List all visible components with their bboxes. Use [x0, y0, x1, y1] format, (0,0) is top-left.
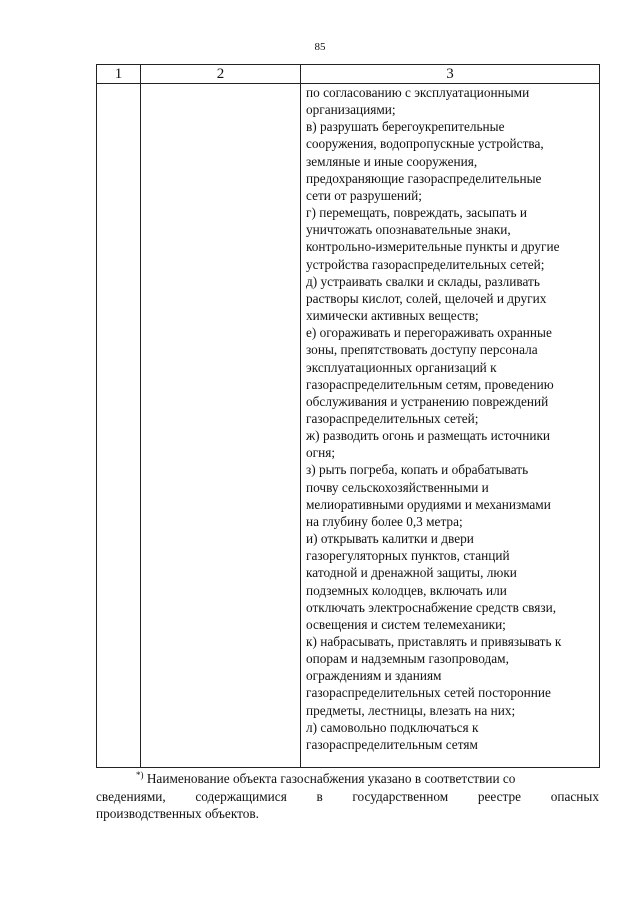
text-line: предохраняющие газораспределительные: [306, 170, 542, 186]
text-line: газорегуляторных пунктов, станций: [306, 548, 510, 564]
table-header-row: [97, 65, 600, 84]
text-line: в) разрушать берегоукрепительные: [306, 119, 505, 135]
text-line: з) рыть погреба, копать и обрабатывать: [306, 462, 529, 478]
footnote-text-1: Наименование объекта газоснабжения указано в соответствии со: [146, 771, 516, 786]
text-line: л) самовольно подключаться к: [306, 719, 479, 735]
footnote: [96, 770, 599, 823]
text-line: сети от разрушений;: [306, 187, 422, 203]
text-line: обслуживания и устранению повреждений: [306, 393, 549, 409]
text-line: на глубину более 0,3 метра;: [306, 513, 463, 529]
text-line: газораспределительных сетей посторонние: [306, 685, 551, 701]
footnote-word: опасных: [550, 788, 599, 804]
text-line: по согласованию с эксплуатационными: [306, 85, 530, 100]
text-line: г) перемещать, повреждать, засыпать и: [306, 205, 528, 221]
requirements-table: [96, 64, 600, 768]
text-line: освещения и систем телемеханики;: [306, 616, 506, 632]
text-line: газораспределительных сетей;: [306, 410, 479, 426]
footnote-word: в: [316, 788, 323, 804]
text-line: земляные и иные сооружения,: [306, 153, 478, 169]
footnote-line-2: [96, 788, 599, 806]
text-line: устройства газораспределительных сетей;: [306, 256, 545, 272]
text-line: химически активных веществ;: [306, 308, 479, 324]
text-line: ограждениям и зданиям: [306, 668, 442, 684]
footnote-word: реестре: [477, 788, 522, 804]
text-line: газораспределительным сетям: [306, 736, 478, 752]
text-line: зоны, препятствовать доступу персонала: [306, 342, 538, 358]
text-line: почву сельскохозяйственными и: [306, 479, 489, 495]
text-line: сооружения, водопропускные устройства,: [306, 136, 544, 152]
footnote-line-1: [96, 770, 599, 788]
text-line: д) устраивать свалки и склады, разливать: [306, 273, 540, 289]
text-line: уничтожать опознавательные знаки,: [306, 222, 511, 238]
table-cell-col1: [97, 84, 141, 768]
text-line: отключать электроснабжение средств связи,: [306, 599, 557, 615]
table-cell-col2: [141, 84, 301, 768]
page-number: 85: [314, 41, 326, 53]
text-line: катодной и дренажной защиты, люки: [306, 565, 517, 581]
footnote-word: сведениями,: [96, 788, 166, 804]
footnote-word: государственном: [352, 788, 449, 804]
text-line: и) открывать калитки и двери: [306, 531, 474, 547]
text-line: газораспределительным сетям, проведению: [306, 376, 554, 392]
table-cell-col3: [301, 84, 600, 768]
text-line: опорам и надземным газопроводам,: [306, 651, 509, 667]
text-line: е) огораживать и перегораживать охранные: [306, 325, 552, 341]
text-line: контрольно-измерительные пункты и другие: [306, 239, 560, 255]
column-header-3: 3: [301, 65, 600, 84]
column-header-2: 2: [141, 65, 301, 84]
footnote-marker: *): [136, 770, 144, 780]
text-line: растворы кислот, солей, щелочей и других: [306, 290, 547, 306]
footnote-word: содержащимися: [195, 788, 287, 804]
column-header-1: 1: [97, 65, 141, 84]
text-line: мелиоративными орудиями и механизмами: [306, 496, 551, 512]
text-line: огня;: [306, 445, 336, 461]
table-row: [97, 84, 600, 768]
text-line: к) набрасывать, приставлять и привязывать к: [306, 634, 562, 649]
text-line: предметы, лестницы, влезать на них;: [306, 702, 516, 718]
text-line: подземных колодцев, включать или: [306, 582, 507, 598]
text-line: эксплуатационных организаций к: [306, 359, 497, 375]
footnote-line-3: производственных объектов.: [96, 806, 259, 822]
text-line: организациями;: [306, 102, 396, 118]
text-line: ж) разводить огонь и размещать источники: [306, 428, 551, 444]
